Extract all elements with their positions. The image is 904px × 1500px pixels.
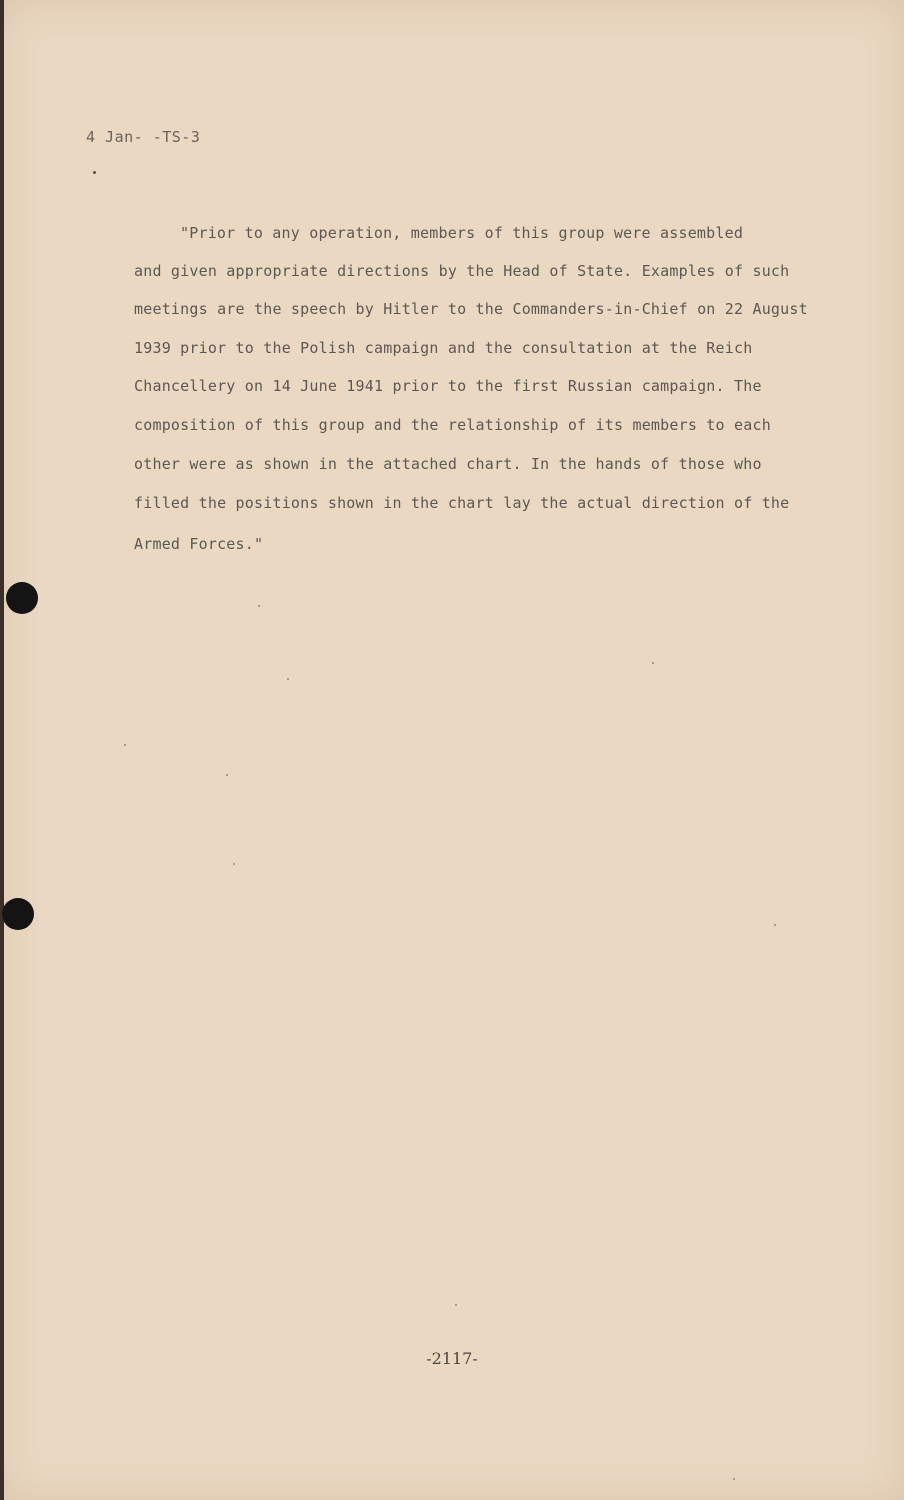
page-edge	[0, 0, 4, 1500]
body-line: meetings are the speech by Hitler to the Commanders-in-Chief on 22 August	[134, 300, 808, 318]
paper-speck	[733, 1478, 735, 1480]
body-line: Chancellery on 14 June 1941 prior to the first Russian campaign. The	[134, 377, 762, 395]
paper-speck	[124, 744, 126, 746]
stray-mark	[93, 171, 96, 174]
body-line: 1939 prior to the Polish campaign and the consultation at the Reich	[134, 339, 753, 357]
body-line: "Prior to any operation, members of this group were assembled	[180, 224, 744, 242]
paper-speck	[287, 678, 289, 680]
paper-speck	[455, 1304, 457, 1306]
paper-speck	[774, 924, 776, 926]
paper-speck	[258, 605, 260, 607]
body-line: composition of this group and the relationship of its members to each	[134, 416, 771, 434]
paper-speck	[226, 774, 228, 776]
body-line: filled the positions shown in the chart lay the actual direction of the	[134, 494, 790, 512]
body-line: and given appropriate directions by the Head of State. Examples of such	[134, 262, 790, 280]
body-line: other were as shown in the attached chart. In the hands of those who	[134, 455, 762, 473]
body-line: Armed Forces."	[134, 535, 264, 553]
document-reference: 4 Jan- -TS-3	[86, 128, 201, 146]
page-number: -2117-	[426, 1349, 478, 1368]
punch-hole	[2, 898, 34, 930]
paper-speck	[233, 863, 235, 865]
punch-hole	[6, 582, 38, 614]
paper-speck	[652, 662, 654, 664]
